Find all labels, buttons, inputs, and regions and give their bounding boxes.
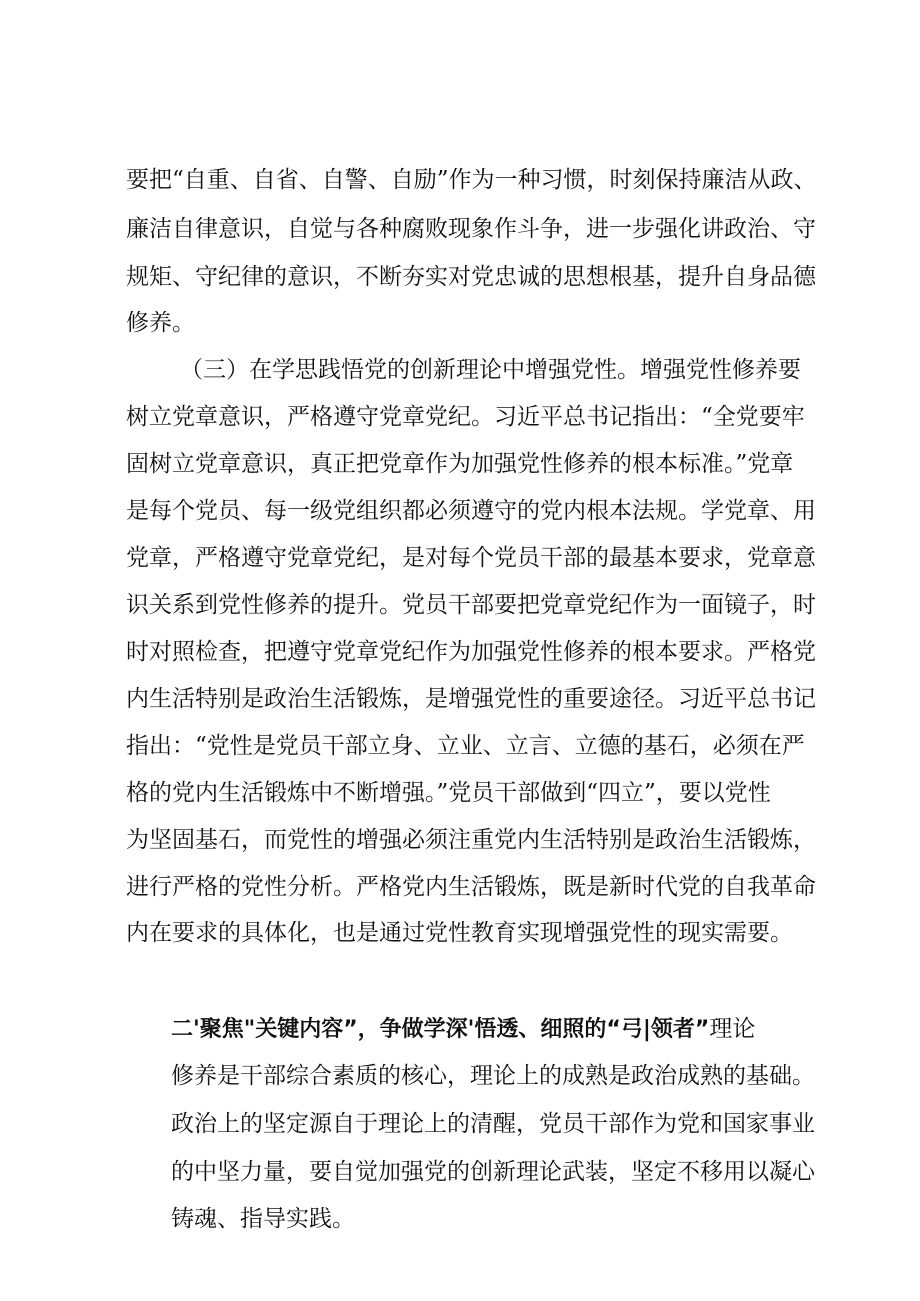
paragraph-line: 廉洁自律意识，自觉与各种腐败现象作斗争，进一步强化讲政治、守 (126, 216, 816, 242)
paragraph-line: 固树立党章意识，真正把党章作为加强党性修养的根本标准。”党章 (126, 451, 794, 477)
paragraph-line: 时对照检查，把遵守党章党纪作为加强党性修养的根本要求。严格党 (126, 639, 816, 665)
paragraph-line: 要把“自重、自省、自警、自励”作为一种习惯，时刻保持廉洁从政、 (126, 167, 817, 193)
paragraph-line: 规矩、守纪律的意识，不断夯实对党忠诚的思想根基，提升自身品德 (126, 264, 816, 290)
paragraph-line: 修养是干部综合素质的核心，理论上的成熟是政治成熟的基础。 (171, 1063, 815, 1089)
paragraph-line: 树立党章意识，严格遵守党章党纪。习近平总书记指出：“全党要牢 (126, 404, 805, 430)
paragraph-line: 党章，严格遵守党章党纪，是对每个党员干部的最基本要求，党章意 (126, 545, 816, 571)
paragraph-line: 进行严格的党性分析。严格党内生活锻炼，既是新时代党的自我革命 (126, 874, 816, 900)
paragraph-line: 政治上的坚定源自于理论上的清醒，党员干部作为党和国家事业 (171, 1111, 815, 1137)
paragraph-line: 识关系到党性修养的提升。党员干部要把党章党纪作为一面镜子，时 (126, 592, 816, 618)
paragraph-line: 格的党内生活锻炼中不断增强。”党员干部做到“四立”，要以党性 (126, 780, 771, 806)
paragraph-line: 为坚固基石，而党性的增强必须注重党内生活特别是政治生活锻炼， (126, 827, 816, 853)
paragraph-line: 铸魂、指导实践。 (171, 1206, 355, 1232)
paragraph-line: 内生活特别是政治生活锻炼，是增强党性的重要途径。习近平总书记 (126, 686, 816, 712)
paragraph-line: 的中坚力量，要自觉加强党的创新理论武装，坚定不移用以凝心 (171, 1159, 815, 1185)
paragraph-line: （三）在学思践悟党的创新理论中增强党性。增强党性修养要 (180, 357, 801, 383)
section-heading (171, 1014, 755, 1045)
paragraph-line: 修养。 (126, 310, 195, 336)
paragraph-line: 内在要求的具体化，也是通过党性教育实现增强党性的现实需要。 (126, 920, 793, 946)
section-heading-tail: 理论 (709, 1016, 756, 1042)
paragraph-line: 是每个党员、每一级党组织都必须遵守的党内根本法规。学党章、用 (126, 498, 816, 524)
paragraph-line: 指出：“党性是党员干部立身、立业、立言、立德的基石，必须在严 (126, 733, 805, 759)
section-heading-bold: 二'聚焦"关键内容”，争做学深'悟透、细照的“弓|领者” (171, 1017, 710, 1042)
